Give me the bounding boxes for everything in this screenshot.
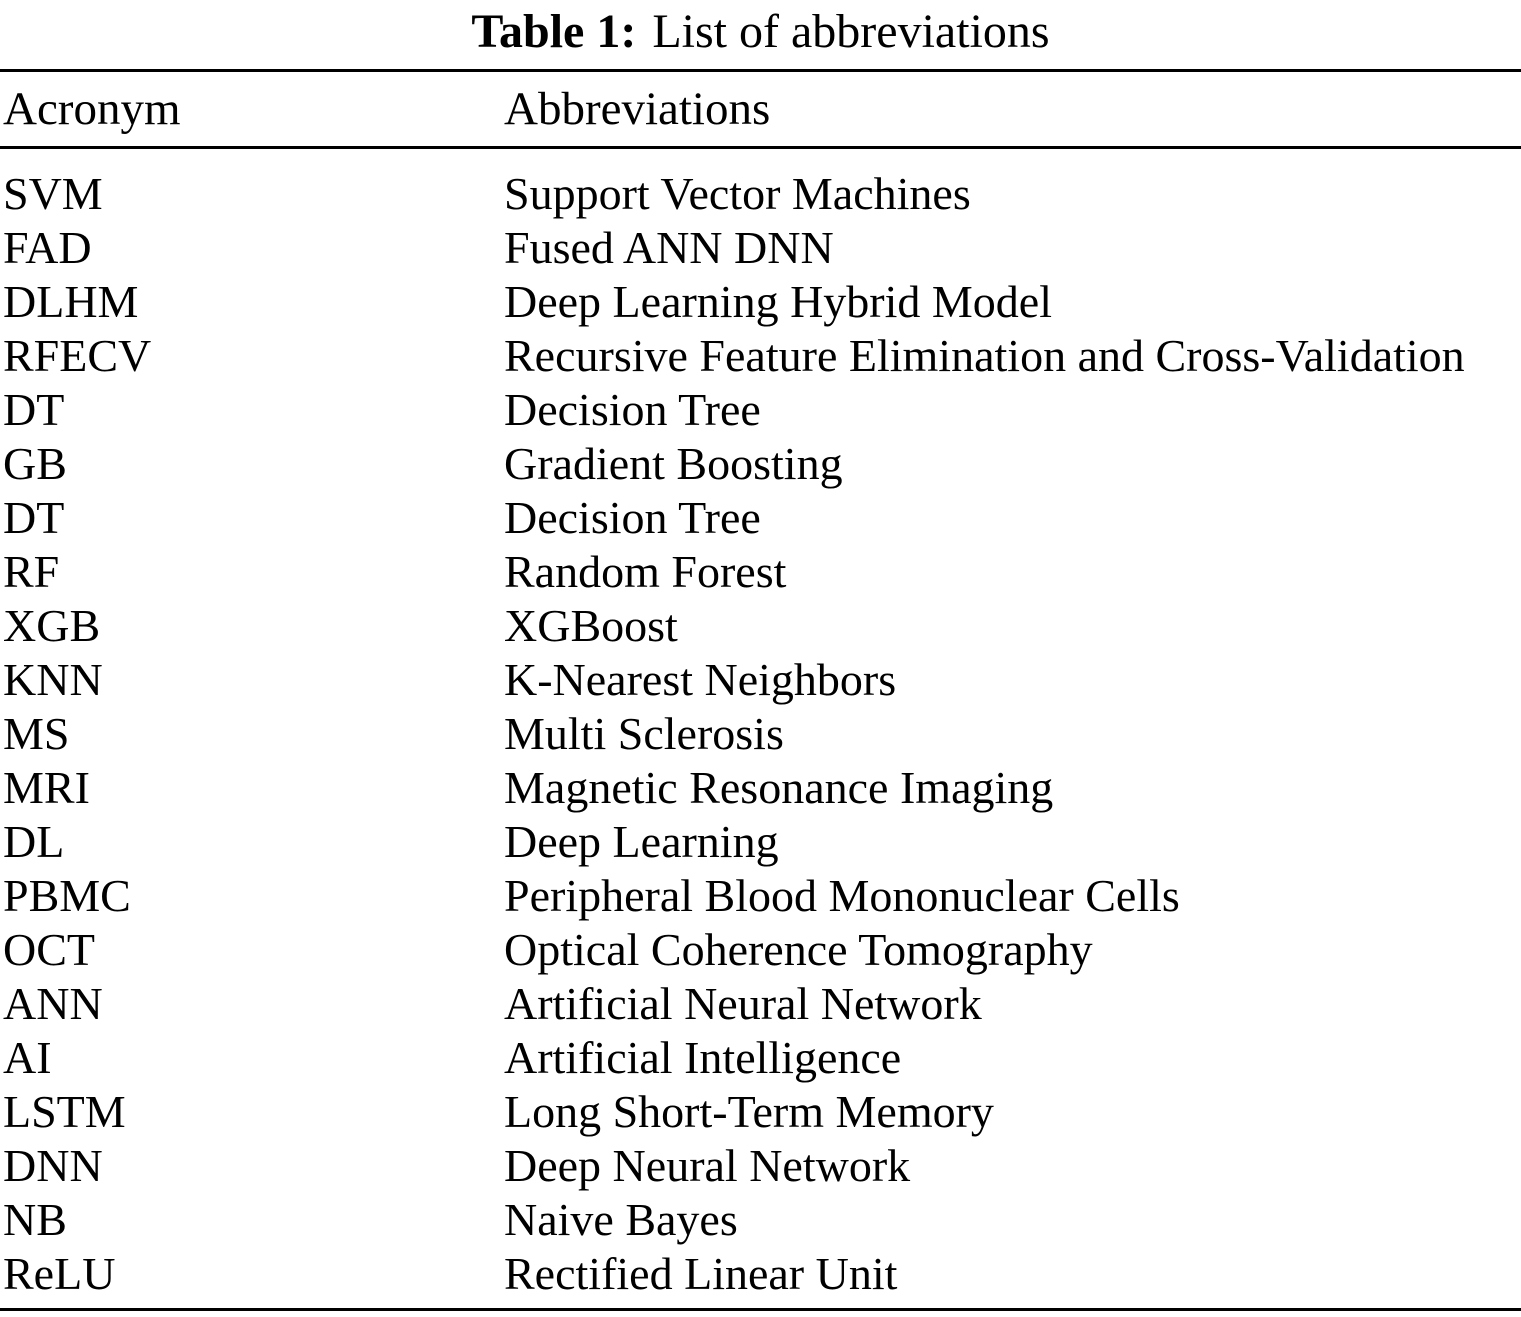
acronym-cell: NB: [3, 1194, 67, 1245]
acronym-cell: PBMC: [3, 870, 131, 921]
abbreviation-cell: Fused ANN DNN: [504, 222, 834, 273]
abbreviation-cell: Artificial Intelligence: [504, 1032, 902, 1083]
abbreviation-cell: Deep Learning: [504, 816, 779, 867]
acronym-cell: SVM: [3, 168, 103, 219]
abbreviation-cell: Support Vector Machines: [504, 168, 971, 219]
table-row: [0, 275, 1521, 329]
abbreviation-cell: Recursive Feature Elimination and Cross-Validation: [504, 330, 1465, 381]
acronym-cell: MRI: [3, 762, 90, 813]
table-row: [0, 707, 1521, 761]
abbreviation-cell: Magnetic Resonance Imaging: [504, 762, 1054, 813]
acronym-cell: FAD: [3, 222, 92, 273]
table-row: [0, 383, 1521, 437]
table-row: [0, 1247, 1521, 1301]
table-row: [0, 221, 1521, 275]
table-row: [0, 653, 1521, 707]
abbreviation-cell: Rectified Linear Unit: [504, 1248, 898, 1299]
table-row: [0, 1193, 1521, 1247]
abbreviation-cell: Gradient Boosting: [504, 438, 843, 489]
abbreviation-cell: Multi Sclerosis: [504, 708, 784, 759]
table-row: [0, 545, 1521, 599]
abbreviation-cell: XGBoost: [504, 600, 678, 651]
table-row: [0, 1085, 1521, 1139]
abbreviation-cell: Decision Tree: [504, 492, 761, 543]
abbreviation-cell: Random Forest: [504, 546, 787, 597]
acronym-cell: DLHM: [3, 276, 139, 327]
acronym-cell: DT: [3, 384, 65, 435]
table-caption: [0, 0, 1521, 69]
table-row: [0, 1031, 1521, 1085]
abbreviation-cell: K-Nearest Neighbors: [504, 654, 897, 705]
acronym-cell: DT: [3, 492, 65, 543]
abbreviation-cell: Long Short-Term Memory: [504, 1086, 994, 1137]
column-header-acronym: Acronym: [3, 83, 181, 135]
acronym-cell: MS: [3, 708, 70, 759]
table-row: [0, 923, 1521, 977]
abbreviation-cell: Naive Bayes: [504, 1194, 738, 1245]
table-row: [0, 761, 1521, 815]
table-row: [0, 167, 1521, 221]
table-row: [0, 1139, 1521, 1193]
acronym-cell: XGB: [3, 600, 101, 651]
table-row: [0, 977, 1521, 1031]
column-header-abbreviations: Abbreviations: [504, 83, 771, 135]
table-body: [0, 149, 1521, 1308]
acronym-cell: KNN: [3, 654, 103, 705]
acronym-cell: ANN: [3, 978, 103, 1029]
table-bottom-rule: [0, 1308, 1521, 1311]
abbreviation-cell: Deep Neural Network: [504, 1140, 911, 1191]
abbreviation-cell: Peripheral Blood Mononuclear Cells: [504, 870, 1180, 921]
acronym-cell: DL: [3, 816, 65, 867]
table-row: [0, 329, 1521, 383]
table-row: [0, 599, 1521, 653]
table-header-row: [0, 72, 1521, 146]
acronym-cell: OCT: [3, 924, 95, 975]
table-row: [0, 437, 1521, 491]
table-caption-text: List of abbreviations: [652, 5, 1050, 58]
acronym-cell: AI: [3, 1032, 52, 1083]
table-caption-number: Table 1:: [471, 5, 637, 58]
abbreviation-cell: Artificial Neural Network: [504, 978, 982, 1029]
abbreviation-cell: Optical Coherence Tomography: [504, 924, 1093, 975]
abbreviation-cell: Deep Learning Hybrid Model: [504, 276, 1053, 327]
acronym-cell: GB: [3, 438, 67, 489]
acronym-cell: ReLU: [3, 1248, 116, 1299]
table-row: [0, 869, 1521, 923]
table-row: [0, 491, 1521, 545]
acronym-cell: DNN: [3, 1140, 103, 1191]
abbreviation-cell: Decision Tree: [504, 384, 761, 435]
acronym-cell: LSTM: [3, 1086, 126, 1137]
table-row: [0, 815, 1521, 869]
acronym-cell: RFECV: [3, 330, 152, 381]
acronym-cell: RF: [3, 546, 60, 597]
